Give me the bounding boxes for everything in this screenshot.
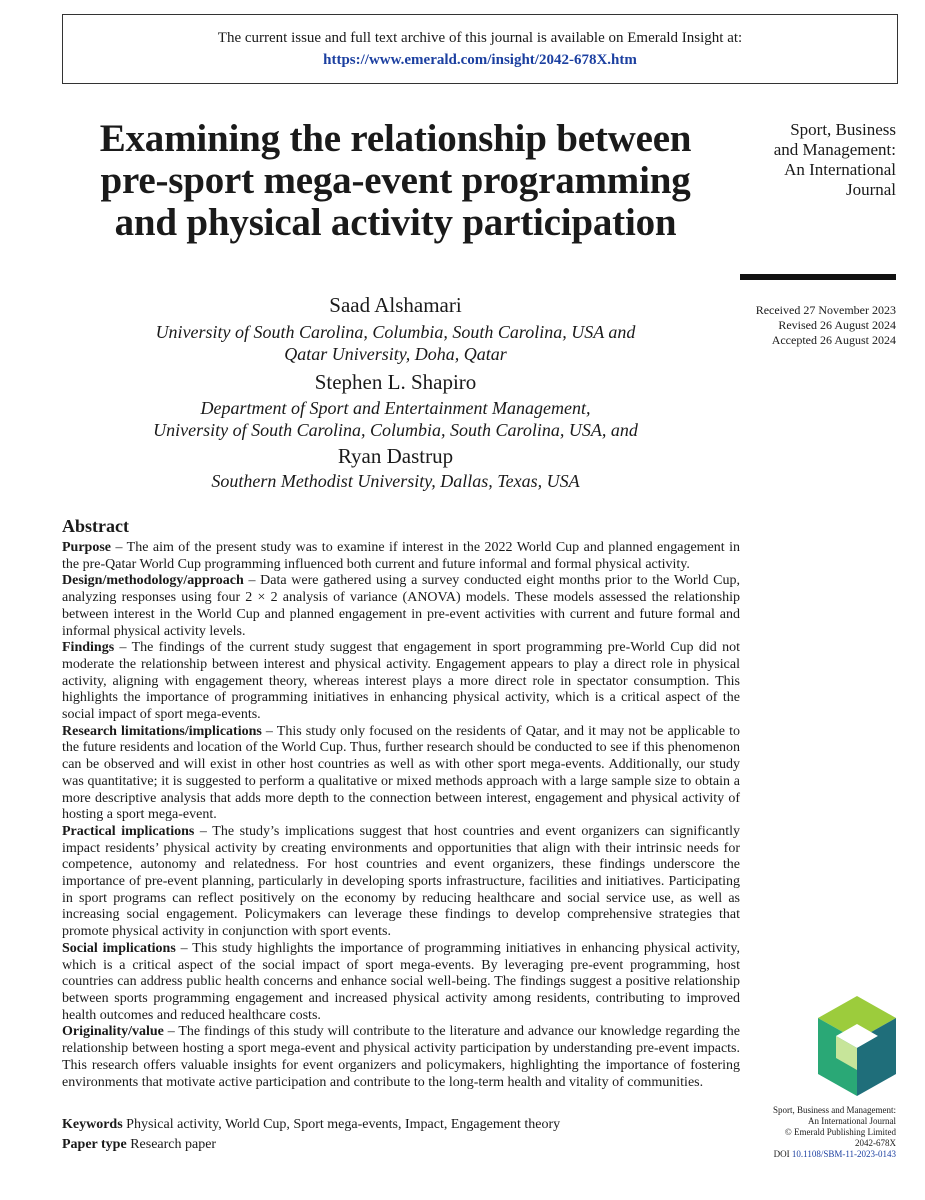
section-separator: – — [175, 940, 193, 956]
journal-name-line: Journal — [845, 180, 896, 199]
archive-notice-text: The current issue and full text archive of this journal is available on Emerald Insight at: — [217, 30, 743, 46]
footer-issn: 2042-678X — [855, 1138, 896, 1148]
section-heading: Originality/value — [62, 1024, 164, 1040]
keywords — [62, 1116, 740, 1133]
abstract-section-social — [62, 941, 740, 1025]
journal-name — [740, 120, 896, 200]
footer-line: An International Journal — [808, 1116, 896, 1126]
section-heading: Social implications — [62, 940, 176, 956]
section-text: The findings of this study will contribute to the literature and advance our knowledge regarding the relationship between hosting a sport mega-event and physical activity participation by understanding pre-event impacts. This research offers valuable insights for event organizers and policymakers, highlighting the importance of fostering environments that motivate active participation and contribute to the long-term health and vitality of communities. — [62, 1024, 741, 1090]
section-heading: Design/methodology/approach — [62, 573, 244, 589]
section-text: The aim of the present study was to examine if interest in the 2022 World Cup and planned engagement in the pre-Qatar World Cup programming influenced both current and future informal and formal physical activity. — [62, 540, 740, 572]
section-heading: Purpose — [62, 540, 111, 555]
abstract-section-limitations — [62, 724, 740, 824]
author-affiliation: Department of Sport and Entertainment Management, — [200, 398, 591, 418]
section-text: Data were gathered using a survey conducted eight months prior to the World Cup, analyzing responses using four 2 × 2 analysis of variance (ANOVA) models. These models assessed the relationship between interest in the World Cup and planned engagement in pre-event activities with current and future formal and informal physical activity levels. — [62, 573, 741, 639]
section-heading: Research limitations/implications — [62, 723, 262, 739]
revised-date: Revised 26 August 2024 — [778, 318, 896, 332]
section-heading: Practical implications — [62, 823, 195, 839]
footer-line: Sport, Business and Management: — [773, 1105, 896, 1115]
author-name: Stephen L. Shapiro — [314, 370, 477, 394]
footer-doi — [740, 1149, 896, 1160]
author-affiliation: Southern Methodist University, Dallas, Texas, USA — [211, 471, 580, 491]
paper-type — [62, 1136, 740, 1153]
archive-notice-box — [62, 14, 898, 84]
author-affiliation: University of South Carolina, Columbia, South Carolina, USA, and — [153, 420, 638, 440]
abstract-section-purpose — [62, 540, 740, 573]
doi-link[interactable]: 10.1108/SBM-11-2023-0143 — [791, 1149, 896, 1159]
doi-label: DOI — [773, 1149, 790, 1159]
received-date: Received 27 November 2023 — [755, 303, 896, 317]
abstract-section-design — [62, 573, 740, 640]
footer-copyright: © Emerald Publishing Limited — [784, 1127, 896, 1137]
article-title: Examining the relationship between pre-sport mega-event programming and physical activity participation — [99, 117, 692, 244]
journal-name-line: and Management: — [773, 140, 896, 159]
section-text: This study only focused on the residents of Qatar, and it may not be applicable to the future residents and location of the World Cup. Thus, further research should be conducted to see if this phenomenon can be observed and will exist in other host countries as well as with other sport mega-events. Additionally, our study was quantitative; it is suggested to perform a qualitative or mixed methods approach with a large sample size to obtain a more descriptive analysis that adds more depth to the connection between interest, engagement and physical activity of hosting a sport mega-event. — [62, 723, 740, 823]
author-affiliation: University of South Carolina, Columbia, South Carolina, USA and — [155, 322, 636, 342]
author-affiliation: Qatar University, Doha, Qatar — [284, 344, 507, 364]
paper-type-label: Paper type — [62, 1137, 127, 1152]
journal-footer — [740, 1105, 896, 1160]
keywords-label: Keywords — [62, 1117, 123, 1132]
section-separator: – — [163, 1024, 179, 1040]
section-separator: – — [243, 573, 261, 589]
abstract-section-findings — [62, 640, 740, 724]
section-separator: – — [114, 640, 132, 656]
abstract — [62, 516, 740, 1091]
section-heading: Findings — [62, 640, 115, 656]
section-separator: – — [111, 540, 127, 555]
abstract-heading: Abstract — [62, 516, 129, 536]
abstract-section-originality — [62, 1024, 740, 1091]
section-text: The study’s implications suggest that host countries and event organizers can significantly impact residents’ physical activity by creating environments and opportunities that align with their intrinsic needs for competence, autonomy and relatedness. For host countries and event organizers, these findings underscore the importance of pre-event planning, particularly in developing sports infrastructure, facilities and initiatives. Participating in sport programs can reflect positively on the economy by reducing healthcare and social service use, as well as increasing social engagement. Policymakers can leverage these findings to develop comprehensive strategies that promote physical activity in conjunction with sport events. — [62, 823, 740, 940]
archive-url-link[interactable]: https://www.emerald.com/insight/2042-678X.htm — [323, 52, 637, 68]
section-separator: – — [194, 823, 213, 839]
emerald-logo-icon — [818, 996, 896, 1096]
author-name: Ryan Dastrup — [337, 444, 454, 468]
journal-divider — [740, 274, 896, 280]
accepted-date: Accepted 26 August 2024 — [771, 333, 896, 347]
section-text: This study highlights the importance of programming initiatives in enhancing physical activity, which is a critical aspect of the social impact of sport mega-events. By leveraging pre-event programming, host countries can address public health concerns and enhance social well-being. The findings suggest a positive relationship between sports programming engagement and increased physical activity among residents, contributing to improved health outcomes and reduced healthcare costs. — [62, 940, 741, 1023]
paper-type-text: Research paper — [130, 1137, 217, 1152]
article-dates — [740, 303, 896, 348]
keywords-text: Physical activity, World Cup, Sport mega-events, Impact, Engagement theory — [126, 1117, 561, 1132]
section-text: The findings of the current study suggest that engagement in sport programming pre-World Cup did not moderate the relationship between interest and physical activity. Engagement appears to play a direct role in physical activity, aligning with engagement theory, whereas interest plays a more direct role in spectator consumption. This highlights the importance of programming initiatives in enhancing physical activity, which is a critical aspect of the social impact of sport mega-events. — [62, 640, 740, 723]
journal-name-line: An International — [784, 160, 896, 179]
section-separator: – — [261, 723, 277, 739]
abstract-section-practical — [62, 824, 740, 941]
journal-name-line: Sport, Business — [790, 120, 896, 139]
author-name: Saad Alshamari — [329, 293, 462, 317]
